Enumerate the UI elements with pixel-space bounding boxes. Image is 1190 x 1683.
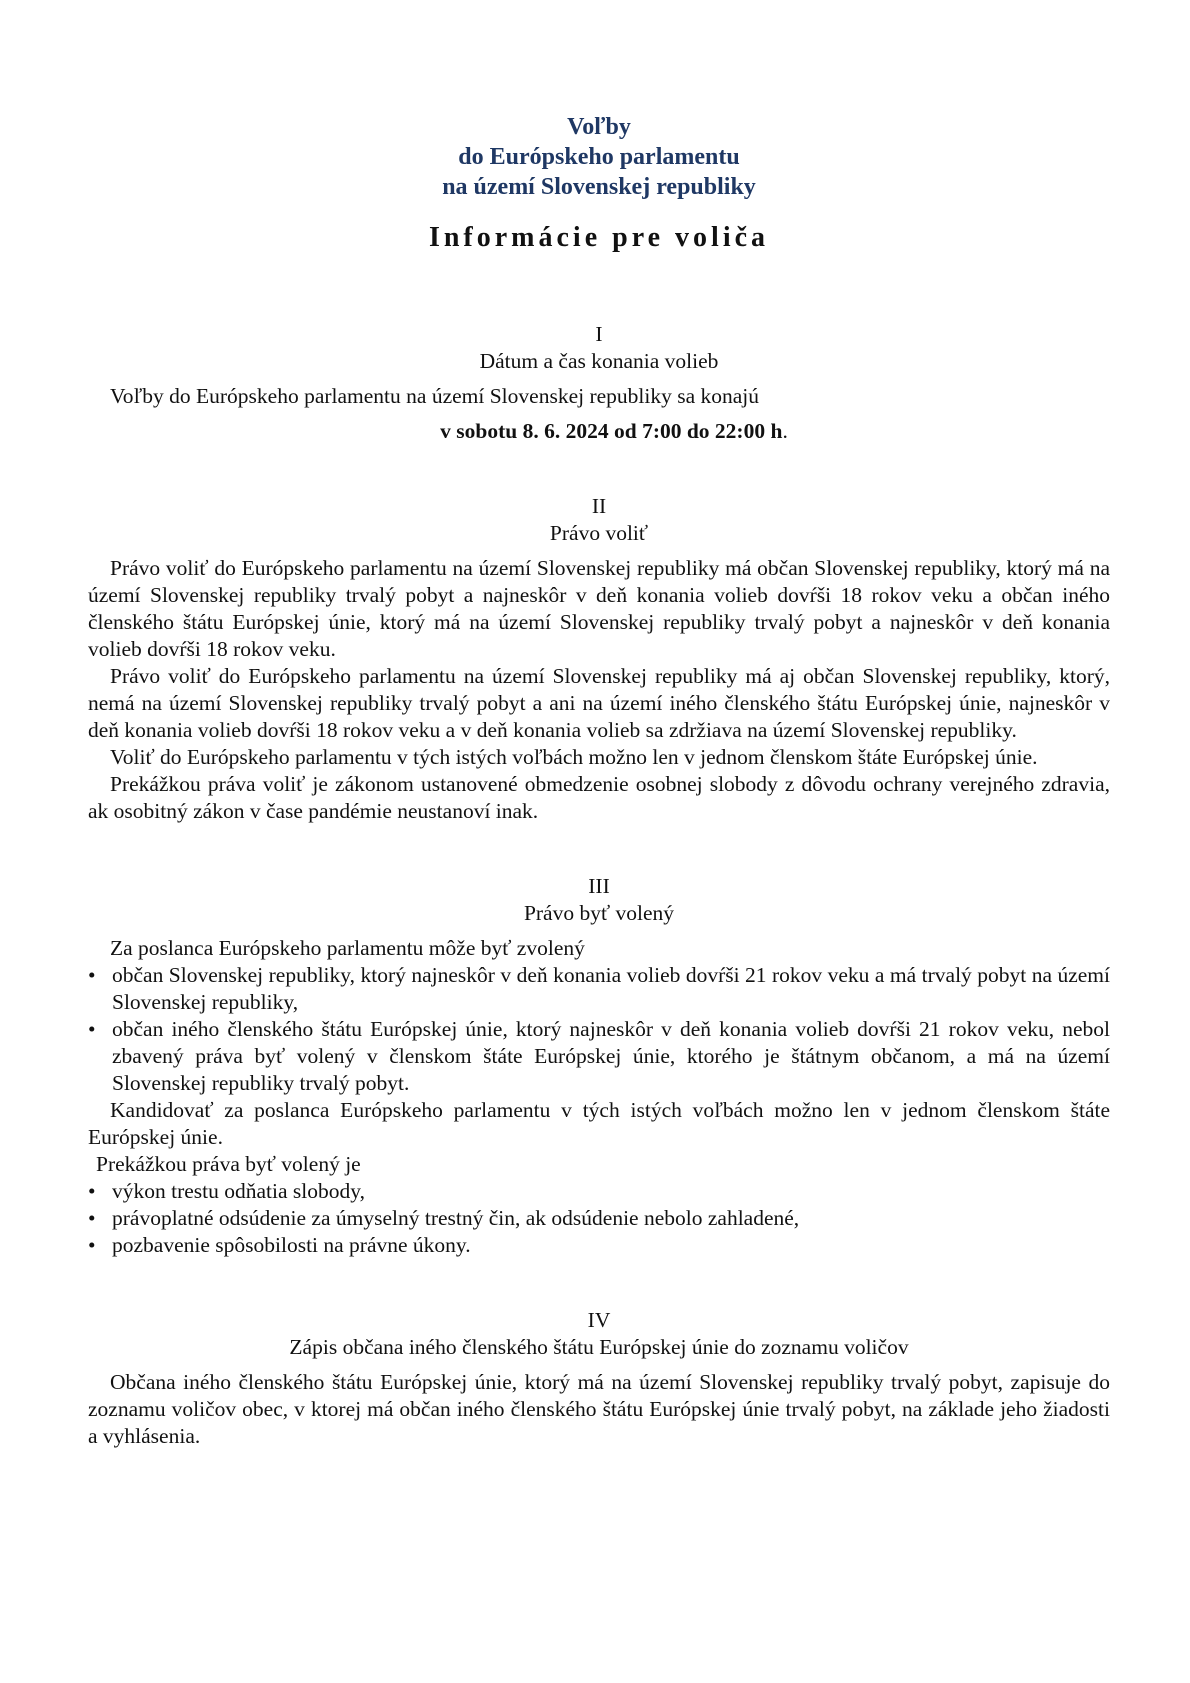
header-line-3: na území Slovenskej republiky <box>442 174 756 200</box>
election-date: v sobotu 8. 6. 2024 od 7:00 do 22:00 h <box>440 419 783 443</box>
section-4-title: Zápis občana iného členského štátu Európskej únie do zoznamu voličov <box>289 1335 909 1359</box>
section-4-paragraph: Občana iného členského štátu Európskej únie, ktorý má na území Slovenskej republiky trvalý pobyt, zapisuje do zoznamu voličov obec, v ktorej má občan iného členského štátu Európskej únie trvalý pobyt, na základe jeho žiadosti a vyhlásenia. <box>88 1370 1110 1448</box>
bullet-icon: • <box>88 1179 96 1203</box>
list-item <box>88 1016 1110 1097</box>
bullet-icon: • <box>88 963 96 987</box>
section-4 <box>88 1307 1110 1450</box>
section-3 <box>88 873 1110 1259</box>
section-2-title: Právo voliť <box>549 521 649 545</box>
list-item-text: právoplatné odsúdenie za úmyselný trestný čin, ak odsúdenie nebolo zahladené, <box>112 1206 800 1230</box>
bullet-icon: • <box>88 1206 96 1230</box>
section-2-paragraph-2: Právo voliť do Európskeho parlamentu na území Slovenskej republiky má aj občan Slovenskej republiky, ktorý, nemá na území Slovenskej republiky trvalý pobyt a ani na území iného členského štátu Európskej únie, najneskôr v deň konania volieb dovŕši 18 rokov veku a v deň konania volieb sa zdržiava na území Slovenskej republiky. <box>88 664 1110 742</box>
list-item <box>88 1232 1110 1259</box>
section-1 <box>88 321 1110 445</box>
document-page <box>88 112 1110 1450</box>
section-3-candidate-paragraph: Kandidovať za poslanca Európskeho parlamentu v tých istých voľbách možno len v jednom členskom štáte Európskej únie. <box>88 1098 1110 1149</box>
section-2-paragraph-1: Právo voliť do Európskeho parlamentu na území Slovenskej republiky má občan Slovenskej republiky, ktorý má na území Slovenskej republiky trvalý pobyt a najneskôr v deň konania volieb dovŕši 18 rokov veku a občan iného členského štátu Európskej únie, ktorý má na území Slovenskej republiky trvalý pobyt a najneskôr v deň konania volieb dovŕši 18 rokov veku. <box>88 556 1110 661</box>
obstacles-list <box>88 1178 1110 1259</box>
header-line-1: Voľby <box>567 114 631 140</box>
section-1-number: I <box>595 322 603 346</box>
list-item <box>88 1178 1110 1205</box>
election-date-suffix: . <box>782 419 788 443</box>
list-item-text: pozbavenie spôsobilosti na právne úkony. <box>112 1233 471 1257</box>
section-1-paragraph: Voľby do Európskeho parlamentu na území Slovenskej republiky sa konajú <box>110 384 760 408</box>
section-3-obstacle-intro: Prekážkou práva byť volený je <box>96 1152 361 1176</box>
section-2-paragraph-4: Prekážkou práva voliť je zákonom ustanovené obmedzenie osobnej slobody z dôvodu ochrany verejného zdravia, ak osobitný zákon v čase pandémie neustanoví inak. <box>88 772 1110 823</box>
bullet-icon: • <box>88 1233 96 1257</box>
document-title: Informácie pre voliča <box>428 222 770 253</box>
list-item <box>88 962 1110 1016</box>
election-date-line <box>88 418 1110 445</box>
section-3-number: III <box>588 874 610 898</box>
section-4-number: IV <box>587 1308 611 1332</box>
section-1-title: Dátum a čas konania volieb <box>479 349 719 373</box>
list-item <box>88 1205 1110 1232</box>
list-item-text: občan Slovenskej republiky, ktorý najneskôr v deň konania volieb dovŕši 21 rokov veku a má trvalý pobyt na území Slovenskej republiky, <box>112 963 1110 1014</box>
section-2-paragraph-3: Voliť do Európskeho parlamentu v tých istých voľbách možno len v jednom členskom štáte Európskej únie. <box>110 745 1038 769</box>
section-2-number: II <box>591 494 607 518</box>
bullet-icon: • <box>88 1017 96 1041</box>
eligible-candidates-list <box>88 962 1110 1097</box>
section-2 <box>88 493 1110 825</box>
list-item-text: výkon trestu odňatia slobody, <box>112 1179 365 1203</box>
list-item-text: občan iného členského štátu Európskej únie, ktorý najneskôr v deň konania volieb dovŕši 21 rokov veku, nebol zbavený práva byť volený v členskom štáte Európskej únie, ktorého je štátnym občanom, a má na území Slovenskej republiky trvalý pobyt. <box>112 1017 1110 1095</box>
section-3-title: Právo byť volený <box>523 901 675 925</box>
header-line-2: do Európskeho parlamentu <box>458 144 740 170</box>
section-3-intro: Za poslanca Európskeho parlamentu môže byť zvolený <box>110 936 585 960</box>
